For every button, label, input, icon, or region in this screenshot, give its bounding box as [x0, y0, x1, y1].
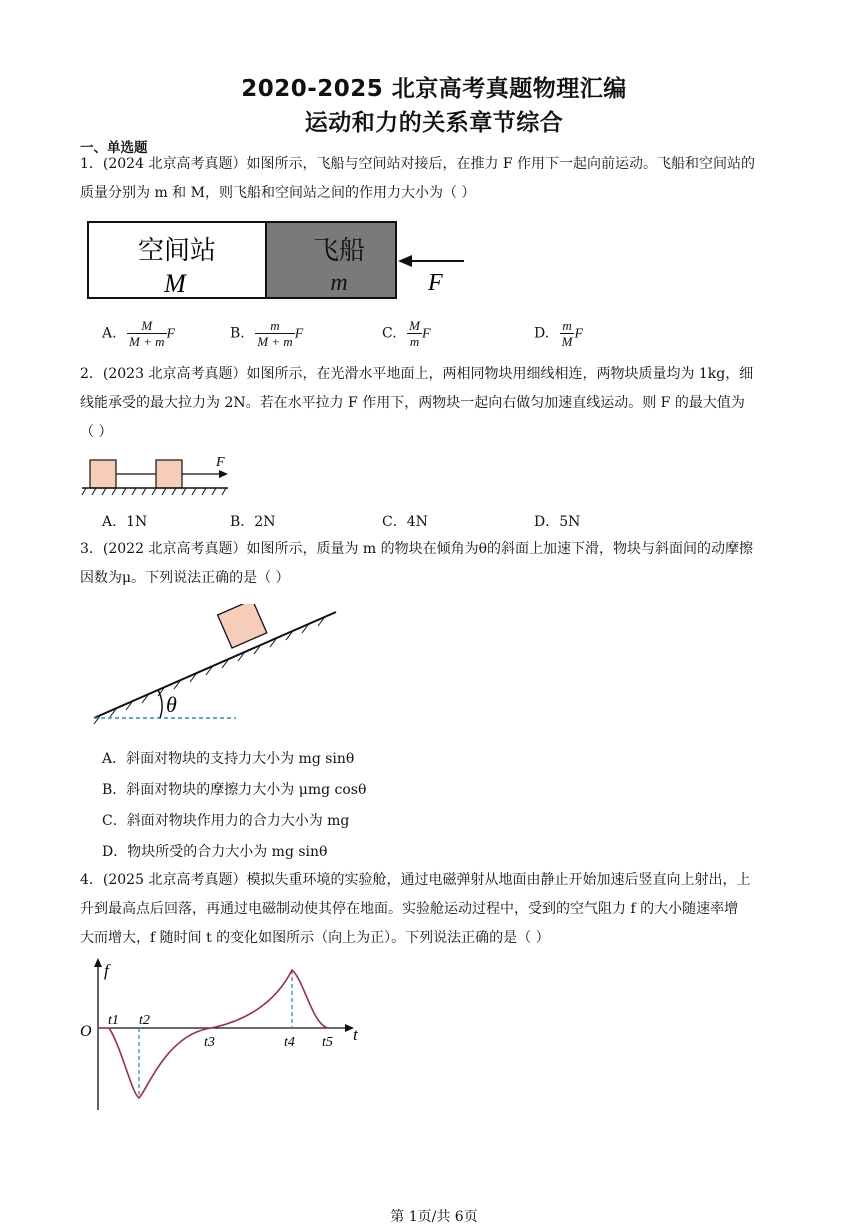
question-4-line: 4．(2025 北京高考真题）模拟失重环境的实验舱，通过电磁弹射从地面由静止开始加速后竖直向上射出，上 — [80, 872, 751, 888]
y-axis-arrow — [94, 958, 102, 967]
question-1-figure — [80, 216, 480, 306]
ground-hatching — [82, 488, 226, 495]
question-4-line: 大而增大，f 随时间 t 的变化如图所示（向上为正）。下列说法正确的是（ ） — [80, 930, 550, 946]
denominator: M + m — [257, 334, 293, 349]
page-number: 第 1页/共 6页 — [390, 1209, 478, 1225]
option-d — [534, 318, 583, 349]
numerator: m — [560, 318, 575, 334]
question-4-line: 升到最高点后回落，再通过电磁制动使其停在地面。实验舱运动过程中，受到的空气阻力 f 的大小随速率增 — [80, 901, 739, 917]
spaceship-label: 飞船 — [312, 236, 366, 266]
force-label: F — [428, 270, 443, 296]
question-3-figure — [86, 604, 346, 730]
option-b: B．2N — [230, 514, 276, 530]
block-right — [156, 460, 182, 488]
option-letter: D. — [534, 325, 550, 342]
question-1-line: 质量分别为 m 和 M，则飞船和空间站之间的作用力大小为（ ） — [80, 185, 476, 201]
section-title: 一、单选题 — [80, 140, 148, 156]
space-station-label: 空间站 — [137, 236, 217, 266]
option-a: A．1N — [102, 514, 148, 530]
question-4-figure — [76, 954, 366, 1116]
numerator: M — [127, 318, 167, 334]
option-tail: F — [574, 326, 584, 342]
option-a: A．斜面对物块的支持力大小为 mg sinθ — [102, 751, 355, 767]
fraction — [127, 318, 167, 349]
option-c — [382, 318, 431, 349]
option-c: C．斜面对物块作用力的合力大小为 mg — [102, 813, 350, 829]
option-c: C．4N — [382, 514, 428, 530]
page-subtitle: 运动和力的关系章节综合 — [304, 110, 564, 136]
denominator: M — [561, 334, 573, 349]
question-3-line: 3．(2022 北京高考真题）如图所示，质量为 m 的物块在倾角为θ的斜面上加速下滑，物块与斜面间的动摩擦 — [80, 541, 754, 557]
option-letter: C. — [382, 325, 397, 342]
option-b: B．斜面对物块的摩擦力大小为 μmg cosθ — [102, 782, 367, 798]
question-2-figure — [80, 452, 240, 498]
page-title: 2020-2025 北京高考真题物理汇编 — [241, 76, 627, 102]
question-3-text — [80, 535, 792, 593]
space-station-mass: M — [164, 269, 186, 298]
denominator: M + m — [129, 334, 165, 349]
tick-t2: t2 — [139, 1013, 150, 1028]
question-2-line: 2．(2023 北京高考真题）如图所示，在光滑水平地面上，两相同物块用细线相连，两物块质量均为 1kg，细 — [80, 366, 754, 382]
denominator: m — [409, 334, 420, 349]
option-b — [230, 318, 303, 349]
option-tail: F — [294, 326, 304, 342]
option-letter: A. — [102, 325, 117, 342]
pull-force-label: F — [216, 455, 225, 470]
tick-labels — [108, 1013, 333, 1050]
numerator: M — [409, 318, 420, 333]
question-2-line: （ ） — [80, 424, 113, 440]
question-3-line: 因数为μ。下列说法正确的是（ ） — [80, 570, 290, 586]
y-axis-label: f — [104, 961, 109, 980]
tick-t1: t1 — [108, 1013, 119, 1028]
angle-label: θ — [166, 692, 177, 717]
x-axis-label: t — [353, 1025, 358, 1044]
incline-block — [218, 604, 267, 648]
option-tail: F — [166, 326, 176, 342]
option-d: D．5N — [534, 514, 581, 530]
spaceship-mass: m — [330, 270, 348, 296]
fraction — [560, 318, 575, 349]
question-1-line: 1．(2024 北京高考真题）如图所示，飞船与空间站对接后，在推力 F 作用下一起向前运动。飞船和空间站的 — [80, 156, 756, 172]
origin-label: O — [80, 1023, 92, 1040]
tick-t5: t5 — [322, 1035, 333, 1050]
option-d: D．物块所受的合力大小为 mg sinθ — [102, 844, 328, 860]
option-tail: F — [421, 326, 431, 342]
option-a — [102, 318, 175, 349]
incline-hatching — [94, 618, 324, 724]
question-4-text — [80, 866, 792, 953]
fraction — [407, 318, 422, 349]
numerator: m — [255, 318, 295, 334]
question-1-text — [80, 150, 792, 208]
force-arrow-head — [398, 255, 412, 267]
angle-arc — [158, 690, 162, 718]
incline-surface — [94, 612, 336, 718]
tick-t4: t4 — [284, 1035, 295, 1050]
question-2-text — [80, 360, 792, 447]
fraction — [255, 318, 295, 349]
force-time-curve — [98, 970, 328, 1098]
option-letter: B. — [230, 325, 245, 342]
question-2-line: 线能承受的最大拉力为 2N。若在水平拉力 F 作用下，两物块一起向右做匀加速直线运动。则 F 的最大值为 — [80, 395, 745, 411]
tick-t3: t3 — [204, 1035, 215, 1050]
pull-force-arrow-head — [219, 470, 228, 478]
block-left — [90, 460, 116, 488]
